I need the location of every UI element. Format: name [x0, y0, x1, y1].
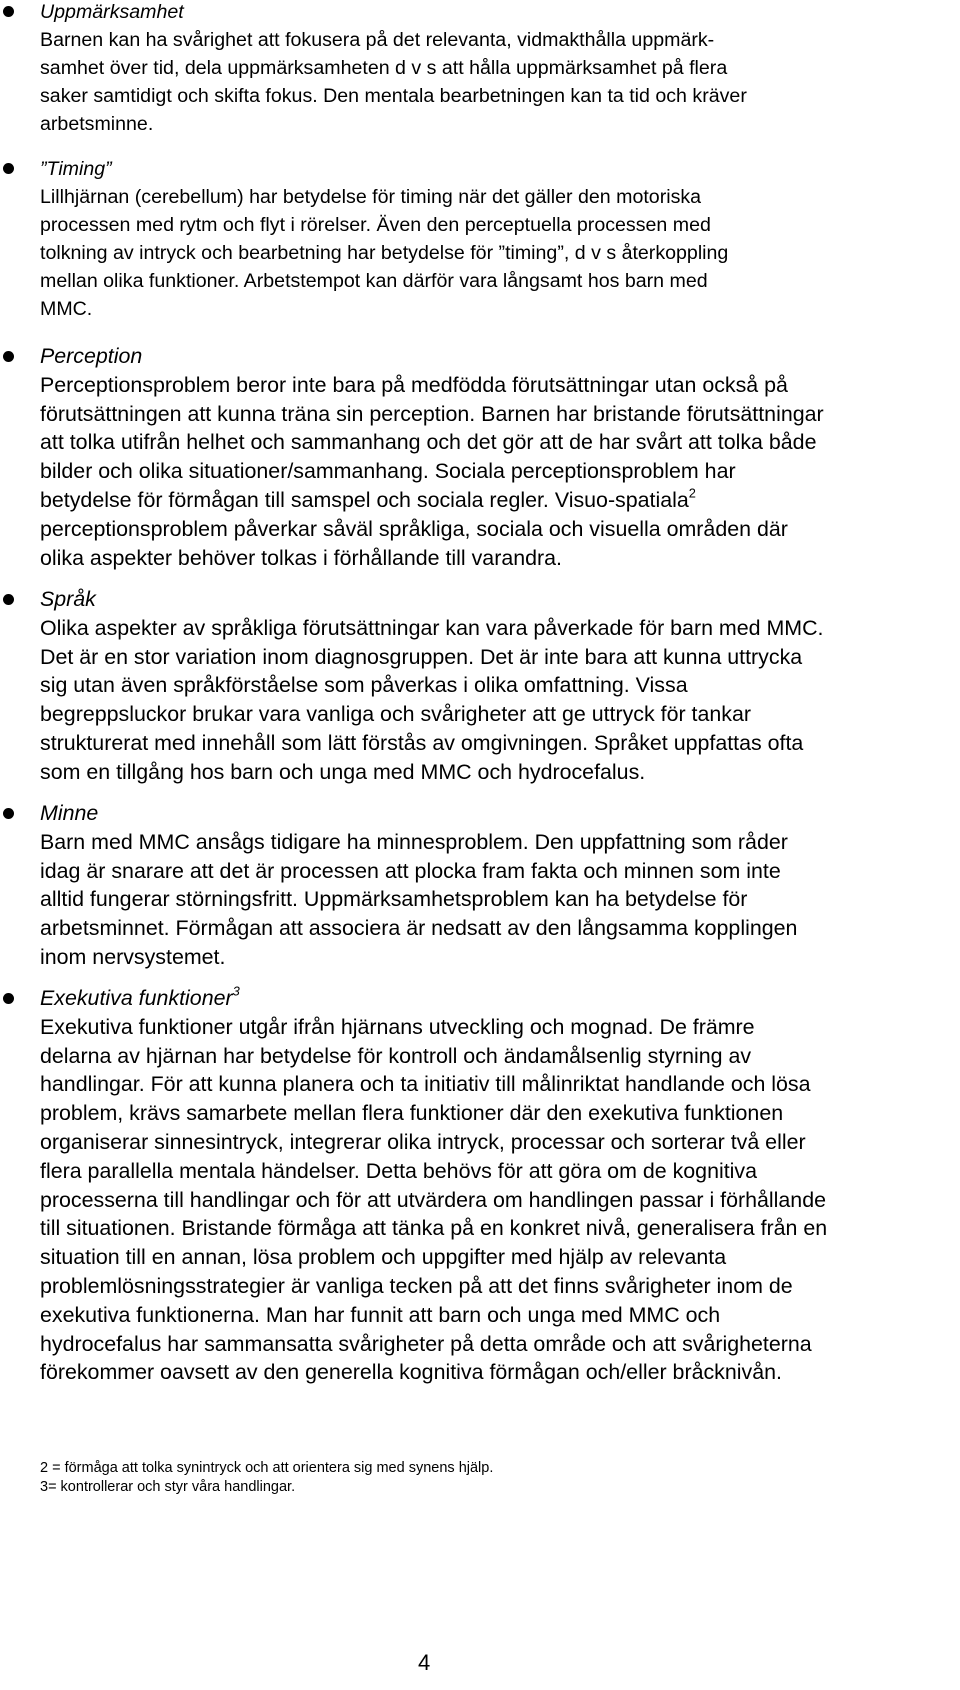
section-heading: Minne [40, 801, 99, 825]
footnote-ref: 3 [232, 983, 240, 999]
bullet-icon [3, 594, 14, 605]
text-line: problem, krävs samarbete mellan flera funktioner där den exekutiva funktionen [40, 1101, 784, 1126]
text-line-part: betydelse för förmågan till samspel och sociala regler. Visuo-spatiala [40, 487, 689, 512]
text-line: alltid fungerar störningsfritt. Uppmärksamhetsproblem kan ha betydelse för [40, 887, 748, 912]
text-line: problemlösningsstrategier är vanliga tecken på att det finns svårigheter inom de [40, 1273, 793, 1298]
text-line: tolkning av intryck och bearbetning har betydelse för ”timing”, d v s återkoppling [40, 242, 729, 264]
text-line: perceptionsproblem påverkar såväl språkliga, sociala och visuella områden där [40, 516, 788, 541]
text-line: situation till en annan, lösa problem och uppgifter med hjälp av relevanta [40, 1245, 727, 1270]
text-line: saker samtidigt och skifta fokus. Den mentala bearbetningen kan ta tid och kräver [40, 85, 747, 107]
text-line: handlingar. För att kunna planera och ta initiativ till målinriktat handlande och lösa [40, 1072, 811, 1097]
section-heading: ”Timing” [40, 158, 112, 180]
text-line: som en tillgång hos barn och unga med MMC och hydrocefalus. [40, 759, 646, 784]
text-line: Olika aspekter av språkliga förutsättningar kan vara påverkade för barn med MMC. [40, 615, 824, 640]
section-heading: Uppmärksamhet [40, 1, 184, 23]
text-line: mellan olika funktioner. Arbetstempot kan därför vara långsamt hos barn med [40, 270, 708, 292]
text-line: till situationen. Bristande förmåga att tänka på en konkret nivå, generalisera från en [40, 1216, 828, 1241]
text-line: bilder och olika situationer/sammanhang. Sociala perceptionsproblem har [40, 459, 736, 484]
text-line: Barn med MMC ansågs tidigare ha minnesproblem. Den uppfattning som råder [40, 829, 788, 854]
text-line: processen med rytm och flyt i rörelser. Även den perceptuella processen med [40, 214, 711, 236]
text-line: Exekutiva funktioner utgår ifrån hjärnans utveckling och mognad. De främre [40, 1014, 755, 1039]
text-line: organiserar sinnesintryck, integrerar olika intryck, processar och sorterar två eller [40, 1129, 806, 1154]
text-line: Perceptionsproblem beror inte bara på medfödda förutsättningar utan också på [40, 372, 788, 397]
section-heading [40, 984, 940, 1013]
text-line: förekommer oavsett av den generella kognitiva förmågan och/eller bråcknivån. [40, 1360, 782, 1385]
text-line: processerna till handlingar och för att utvärdera om handlingen passar i förhållande [40, 1187, 826, 1212]
text-line: förutsättningen att kunna träna sin perception. Barnen har bristande förutsättningar [40, 401, 824, 426]
heading-text: Exekutiva funktioner [40, 986, 233, 1010]
section-heading: Perception [40, 344, 143, 368]
bullet-icon [3, 163, 14, 174]
text-line: begreppsluckor brukar vara vanliga och svårigheter att ge uttryck för tankar [40, 702, 751, 727]
page-number: 4 [418, 1650, 431, 1675]
text-line: MMC. [40, 298, 93, 320]
text-line: flera parallella mentala händelser. Detta behövs för att göra om de kognitiva [40, 1158, 758, 1183]
footnote-3: 3= kontrollerar och styr våra handlingar. [40, 1479, 296, 1495]
section-heading: Språk [40, 587, 96, 611]
text-line [40, 486, 940, 515]
bullet-icon [3, 993, 14, 1004]
text-line: inom nervsystemet. [40, 944, 226, 969]
text-line: arbetsminnet. Förmågan att associera är nedsatt av den långsamma kopplingen [40, 916, 798, 941]
footnote-ref: 2 [688, 485, 696, 501]
text-line: strukturerat med innehåll som lätt förstås av omgivningen. Språket uppfattas ofta [40, 730, 804, 755]
text-line: delarna av hjärnan har betydelse för kontroll och ändamålsenlig styrning av [40, 1043, 752, 1068]
bullet-icon [3, 6, 14, 17]
text-line: arbetsminne. [40, 113, 154, 135]
text-line: samhet över tid, dela uppmärksamheten d v s att hålla uppmärksamhet på flera [40, 57, 728, 79]
bullet-icon [3, 351, 14, 362]
footnote-2: 2 = förmåga att tolka synintryck och att orientera sig med synens hjälp. [40, 1460, 494, 1476]
text-line: hydrocefalus har sammansatta svårigheter på detta område och att svårigheterna [40, 1331, 812, 1356]
text-line: sig utan även språkförståelse som påverkas i olika omfattning. Vissa [40, 673, 688, 698]
bullet-icon [3, 808, 14, 819]
text-line: idag är snarare att det är processen att plocka fram fakta och minnen som inte [40, 858, 781, 883]
text-line: olika aspekter behöver tolkas i förhållande till varandra. [40, 545, 562, 570]
text-line: Barnen kan ha svårighet att fokusera på det relevanta, vidmakthålla uppmärk- [40, 29, 715, 51]
text-line: att tolka utifrån helhet och sammanhang och det gör att de har svårt att tolka både [40, 430, 817, 455]
text-line: exekutiva funktionerna. Man har funnit att barn och unga med MMC och [40, 1302, 721, 1327]
text-line: Det är en stor variation inom diagnosgruppen. Det är inte bara att kunna uttrycka [40, 644, 803, 669]
text-line: Lillhjärnan (cerebellum) har betydelse för timing när det gäller den motoriska [40, 186, 702, 208]
